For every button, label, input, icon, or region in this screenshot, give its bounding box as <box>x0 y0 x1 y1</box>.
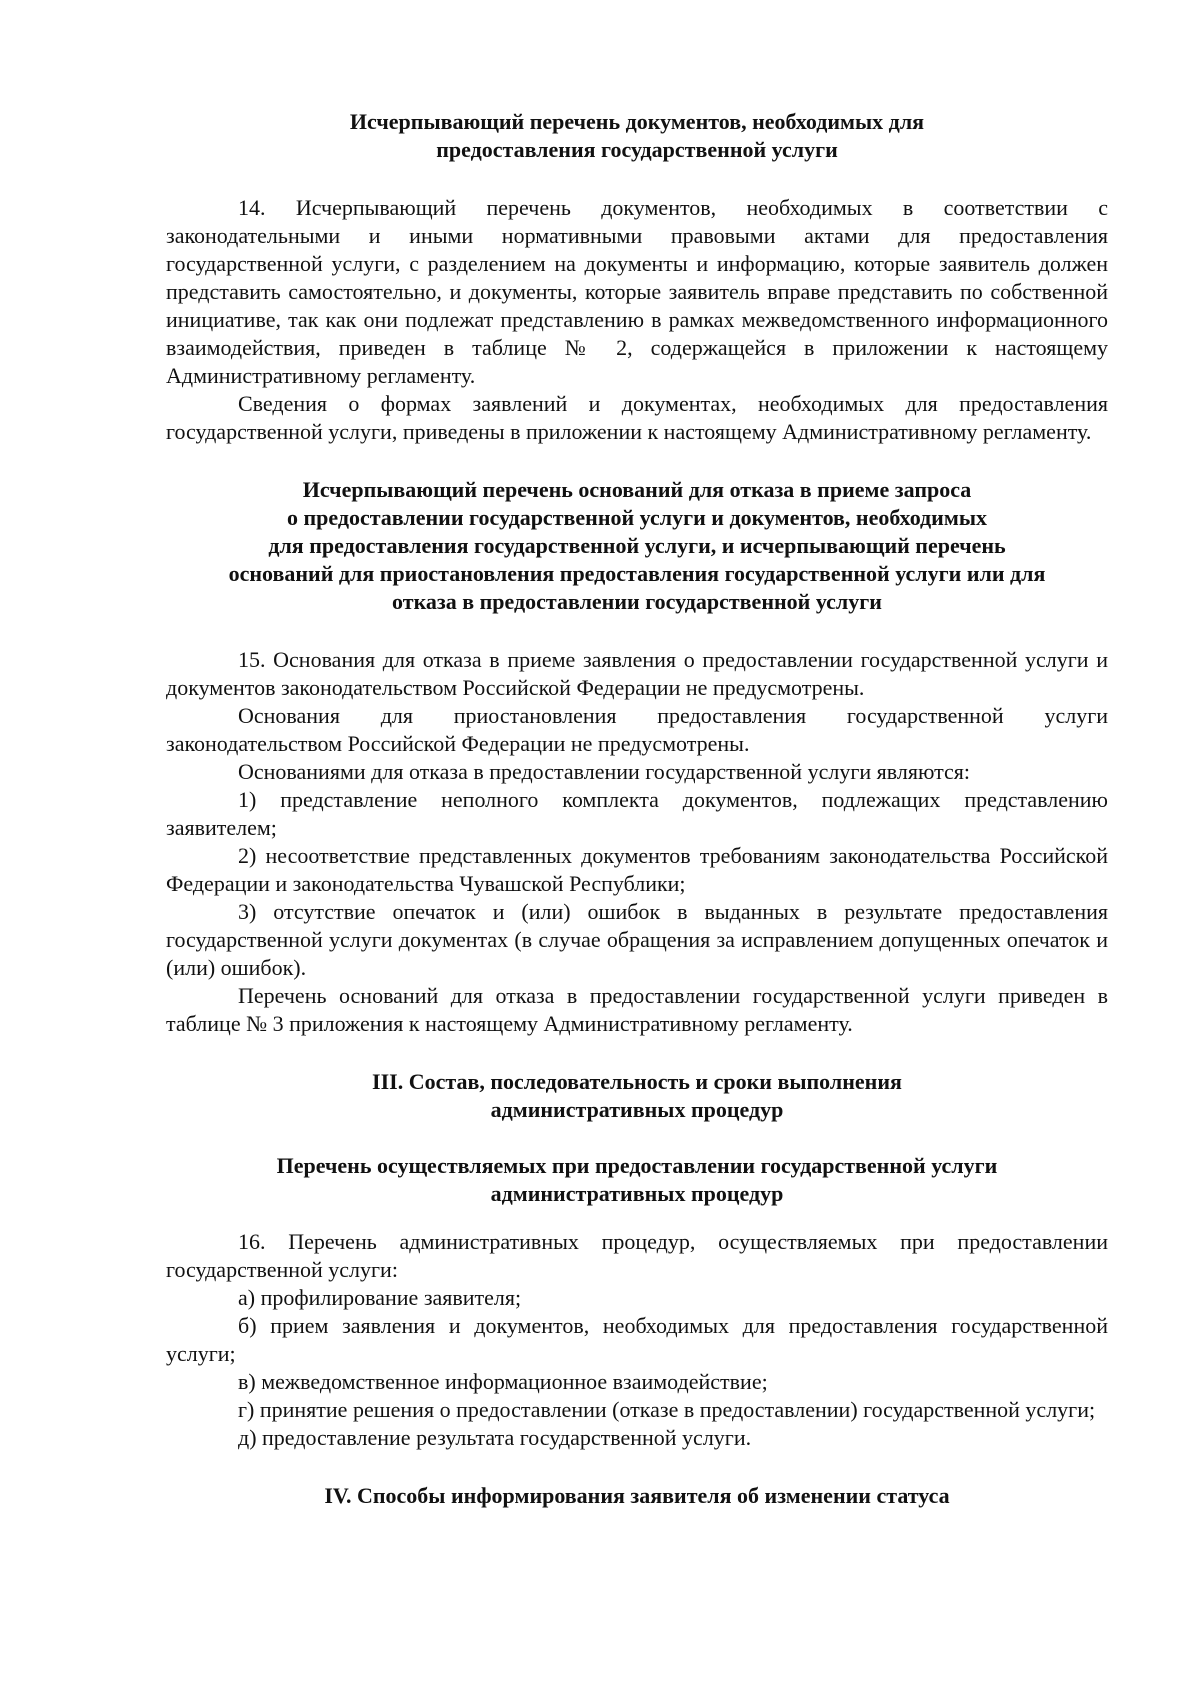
paragraph-16: 16. Перечень административных процедур, осуществляемых при предоставлении государственной услуги: <box>166 1229 1108 1282</box>
list-item-15-1: 1) представление неполного комплекта документов, подлежащих представлению заявителем; <box>166 787 1108 840</box>
section-heading-documents-list: Исчерпывающий перечень документов, необходимых для предоставления государственной услуги <box>349 109 925 162</box>
list-item-16-e: д) предоставление результата государственной услуги. <box>238 1425 752 1450</box>
paragraph-15-refusal-intro: Основаниями для отказа в предоставлении государственной услуги являются: <box>238 759 970 784</box>
list-item-15-2: 2) несоответствие представленных документов требованиям законодательства Российской Федерации и законодательства Чувашской Республики; <box>166 843 1108 896</box>
section-heading-procedures-list: Перечень осуществляемых при предоставлении государственной услуги административных процедур <box>276 1153 998 1206</box>
list-item-16-b: б) прием заявления и документов, необходимых для предоставления государственной услуги; <box>166 1313 1108 1366</box>
section-heading-iii: III. Состав, последовательность и сроки выполнения административных процедур <box>372 1069 902 1122</box>
paragraph-15: 15. Основания для отказа в приеме заявления о предоставлении государственной услуги и документов законодательством Российской Федерации не предусмотрены. <box>166 647 1108 700</box>
paragraph-15-table-ref: Перечень оснований для отказа в предоставлении государственной услуги приведен в таблице № 3 приложения к настоящему Административному регламенту. <box>166 983 1108 1036</box>
paragraph-14: 14. Исчерпывающий перечень документов, необходимых в соответствии с законодательными и иными нормативными правовыми актами для предоставления государственной услуги, с разделением на документы и информацию, которые заявитель должен представить самостоятельно, и документы, которые заявитель вправе представить по собственной инициативе, так как они подлежат представлению в рамках межведомственного информационного взаимодействия, приведен в таблице № 2, содержащейся в приложении к настоящему Административному регламенту. <box>166 195 1108 388</box>
list-item-16-c: в) межведомственное информационное взаимодействие; <box>238 1369 768 1394</box>
list-item-16-a: а) профилирование заявителя; <box>238 1285 522 1310</box>
list-item-16-d: г) принятие решения о предоставлении (отказе в предоставлении) государственной услуги; <box>238 1397 1096 1422</box>
section-heading-refusal-grounds: Исчерпывающий перечень оснований для отказа в приеме запроса о предоставлении государственной услуги и документов, необходимых для предоставления государственной услуги, и исчерпывающий перечень оснований для приостановления предоставления государственной услуги или для отказа в предоставлении государственной услуги <box>228 477 1046 614</box>
section-heading-iv: IV. Способы информирования заявителя об изменении статуса <box>324 1483 950 1508</box>
paragraph-14-forms: Сведения о формах заявлений и документах, необходимых для предоставления государственной услуги, приведены в приложении к настоящему Административному регламенту. <box>166 391 1108 444</box>
list-item-15-3: 3) отсутствие опечаток и (или) ошибок в выданных в результате предоставления государственной услуги документах (в случае обращения за исправлением допущенных опечаток и (или) ошибок). <box>166 899 1108 980</box>
paragraph-15-suspension: Основания для приостановления предоставления государственной услуги законодательством Российской Федерации не предусмотрены. <box>166 703 1108 756</box>
